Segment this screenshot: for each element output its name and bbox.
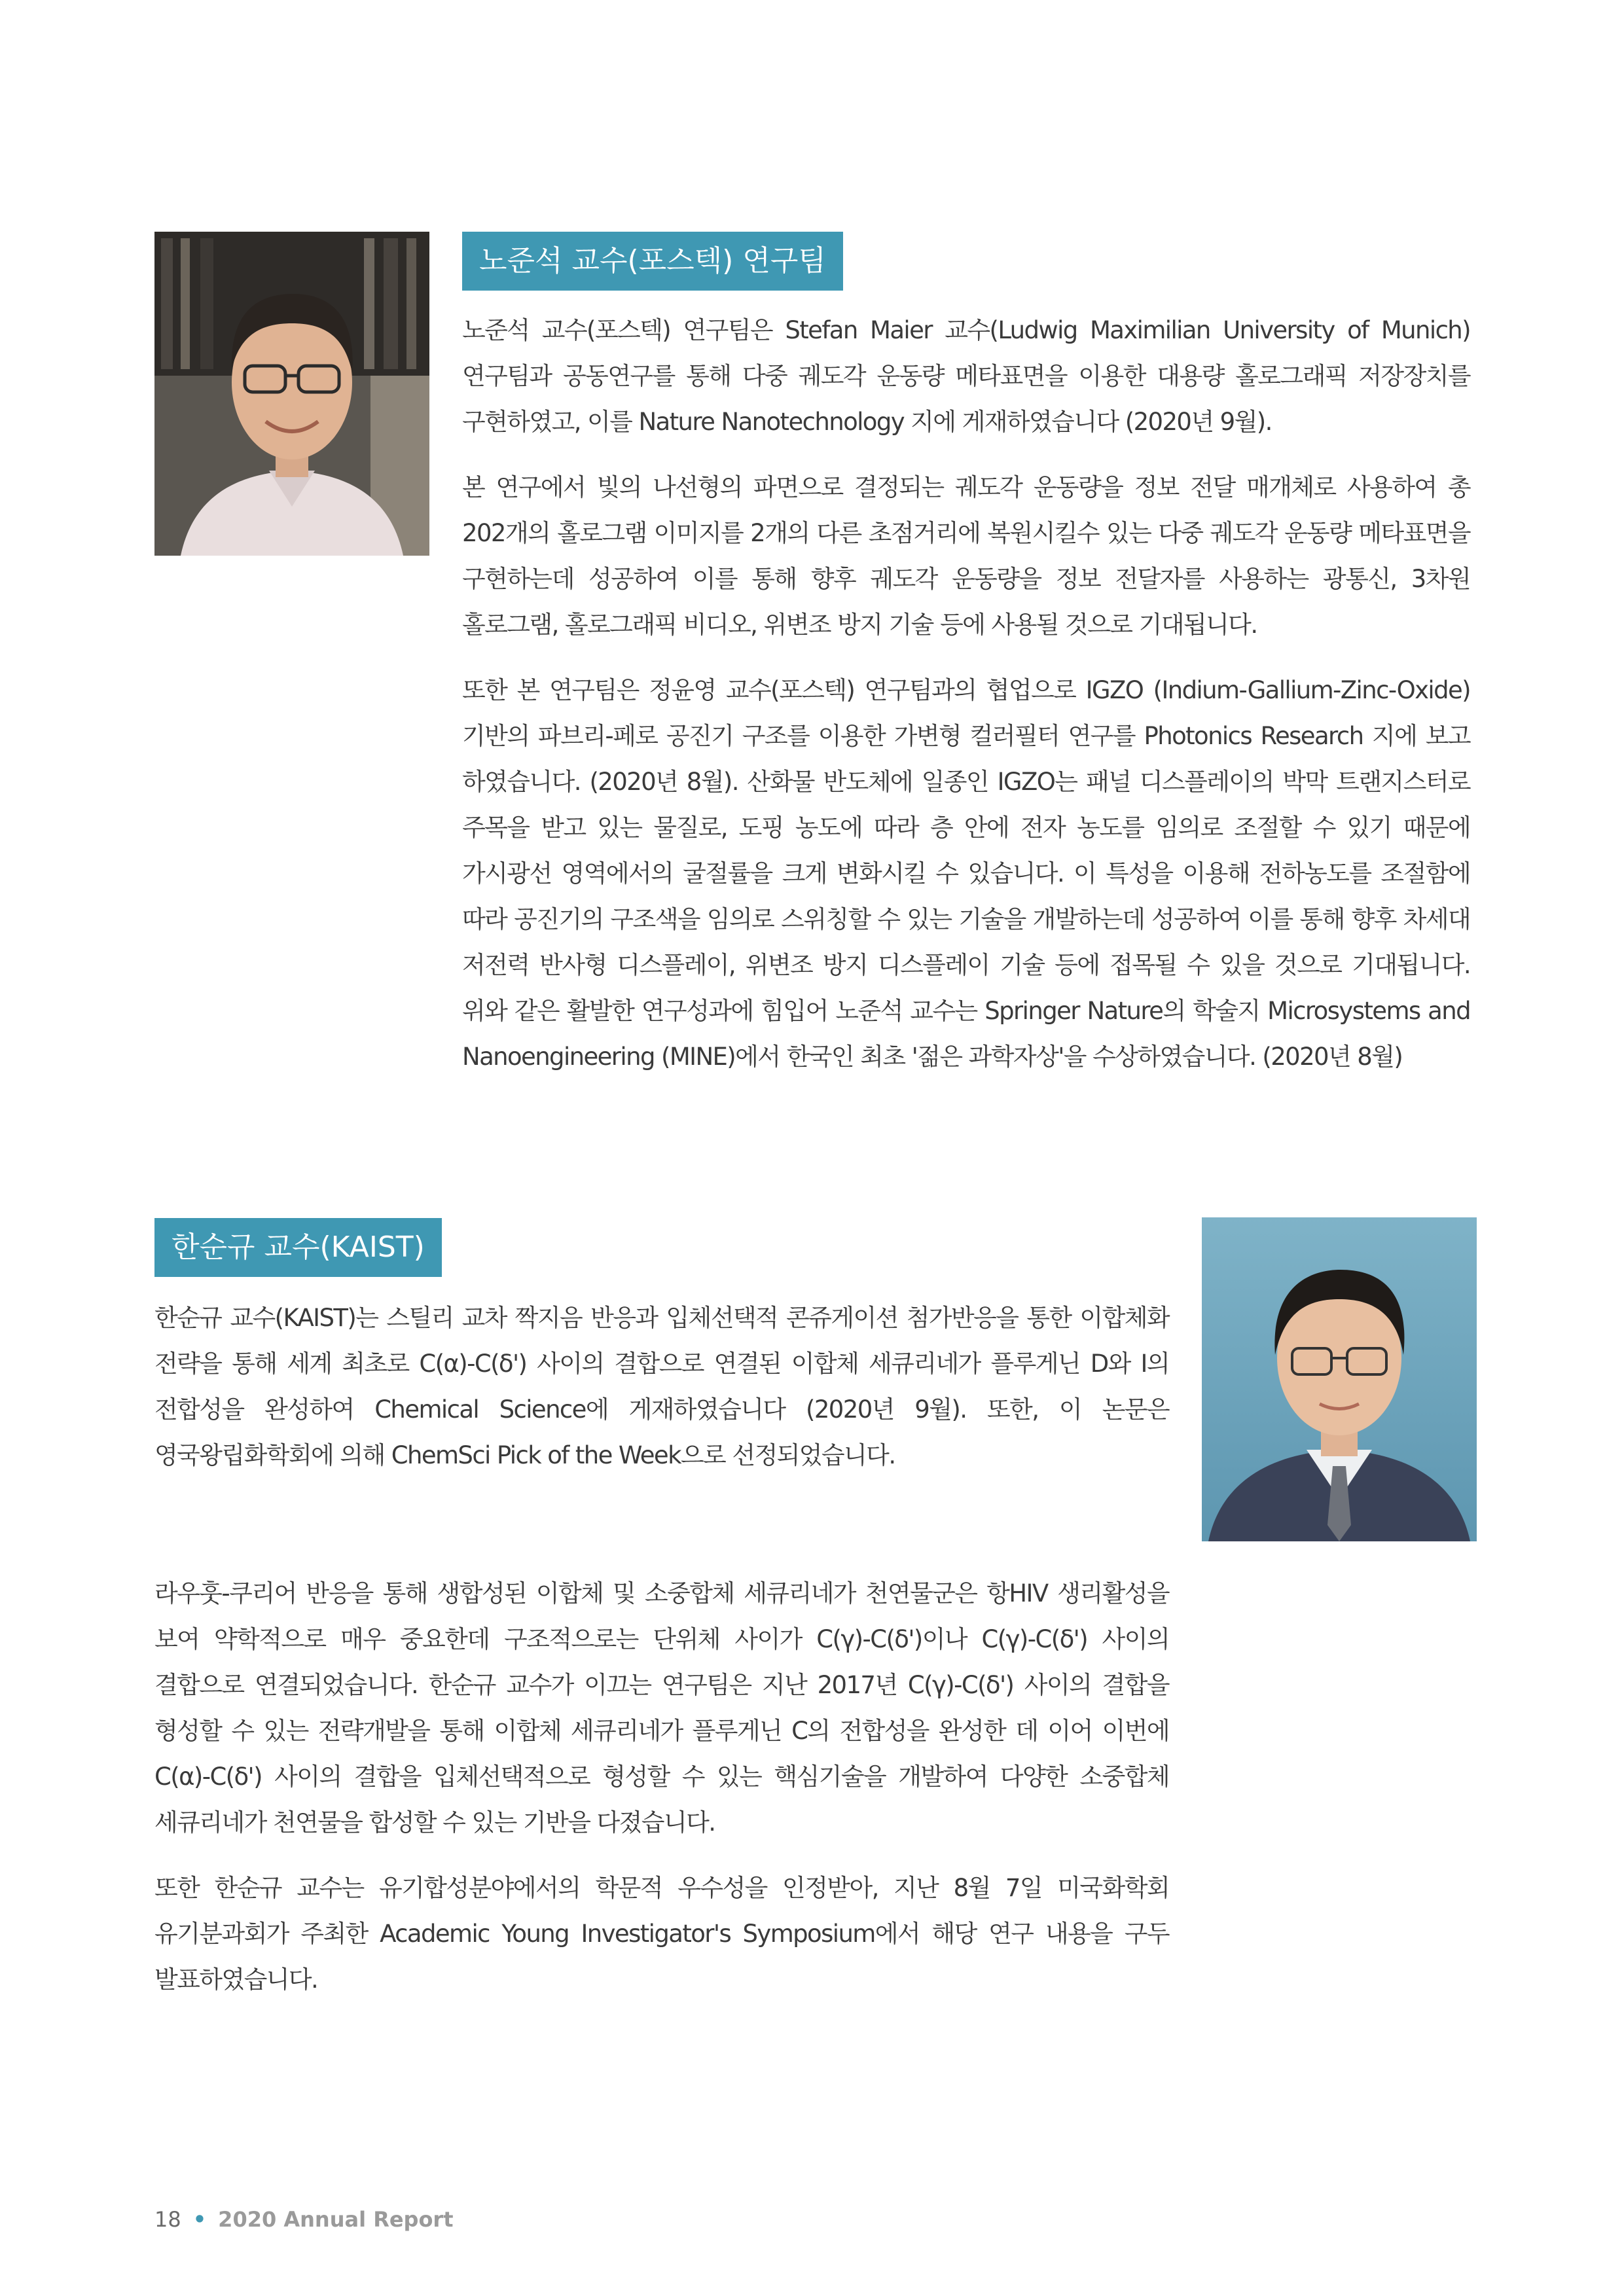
- section-body-noh: [462, 308, 1470, 1100]
- portrait-photo-noh: [154, 232, 429, 556]
- paragraph: 또한 본 연구팀은 정윤영 교수(포스텍) 연구팀과의 협업으로 IGZO (Indium-Gallium-Zinc-Oxide) 기반의 파브리-페로 공진기 구조를 이용한 가변형 컬러필터 연구를 Photonics Research 지에 보고 하였습니다. (2020년 8월). 산화물 반도체에 일종인 IGZO는 패널 디스플레이의 박막 트랜지스터로 주목을 받고 있는 물질로, 도핑 농도에 따라 층 안에 전자 농도를 임의로 조절할 수 있기 때문에 가시광선 영역에서의 굴절률을 크게 변화시킬 수 있습니다. 이 특성을 이용해 전하농도를 조절함에 따라 공진기의 구조색을 임의로 스위칭할 수 있는 기술을 개발하는데 성공하여 이를 통해 향후 차세대 저전력 반사형 디스플레이, 위변조 방지 디스플레이 기술 등에 접목될 수 있을 것으로 기대됩니다. 위와 같은 활발한 연구성과에 힘입어 노준석 교수는 Springer Nature의 학술지 Microsystems and Nanoengineering (MINE)에서 한국인 최초 '젊은 과학자상'을 수상하였습니다. (2020년 8월): [462, 676, 1470, 1071]
- page-footer: [154, 2207, 454, 2232]
- section-intro-han: [154, 1295, 1169, 1498]
- section-body-han: [154, 1571, 1169, 2022]
- section-label-han: 한순규 교수(KAIST): [154, 1218, 442, 1277]
- portrait-image-han: [1202, 1217, 1477, 1541]
- paragraph: 또한 한순규 교수는 유기합성분야에서의 학문적 우수성을 인정받아, 지난 8월 7일 미국화학회 유기분과회가 주최한 Academic Young Investigator's Symposium에서 해당 연구 내용을 구두 발표하였습니다.: [154, 1874, 1169, 1994]
- portrait-photo-han: [1202, 1217, 1477, 1541]
- paragraph: 한순규 교수(KAIST)는 스틸리 교차 짝지음 반응과 입체선택적 콘쥬게이션 첨가반응을 통한 이합체화 전략을 통해 세계 최초로 C(α)-C(δ') 사이의 결합으로 연결된 이합체 세큐리네가 플루게닌 D와 I의 전합성을 완성하여 Chemical Science에 게재하였습니다 (2020년 9월). 또한, 이 논문은 영국왕립화학회에 의해 ChemSci Pick of the Week으로 선정되었습니다.: [154, 1304, 1169, 1469]
- footer-bullet: •: [192, 2207, 207, 2232]
- report-title: 2020 Annual Report: [218, 2207, 454, 2232]
- section-label-noh: 노준석 교수(포스텍) 연구팀: [462, 232, 843, 291]
- paragraph: 본 연구에서 빛의 나선형의 파면으로 결정되는 궤도각 운동량을 정보 전달 매개체로 사용하여 총 202개의 홀로그램 이미지를 2개의 다른 초점거리에 복원시킬수 있는 다중 궤도각 운동량 메타표면을 구현하는데 성공하여 이를 통해 향후 궤도각 운동량을 정보 전달자를 사용하는 광통신, 3차원 홀로그램, 홀로그래픽 비디오, 위변조 방지 기술 등에 사용될 것으로 기대됩니다.: [462, 473, 1470, 639]
- portrait-image-noh: [154, 232, 429, 556]
- page-number: 18: [154, 2207, 181, 2232]
- paragraph: 노준석 교수(포스텍) 연구팀은 Stefan Maier 교수(Ludwig Maximilian University of Munich) 연구팀과 공동연구를 통해 다중 궤도각 운동량 메타표면을 이용한 대용량 홀로그래픽 저장장치를 구현하였고, 이를 Nature Nanotechnology 지에 게재하였습니다 (2020년 9월).: [462, 316, 1470, 436]
- paragraph: 라우훗-쿠리어 반응을 통해 생합성된 이합체 및 소중합체 세큐리네가 천연물군은 항HIV 생리활성을 보여 약학적으로 매우 중요한데 구조적으로는 단위체 사이가 C(γ)-C(δ')이나 C(γ)-C(δ') 사이의 결합으로 연결되었습니다. 한순규 교수가 이끄는 연구팀은 지난 2017년 C(γ)-C(δ') 사이의 결합을 형성할 수 있는 전략개발을 통해 이합체 세큐리네가 플루게닌 C의 전합성을 완성한 데 이어 이번에 C(α)-C(δ') 사이의 결합을 입체선택적으로 형성할 수 있는 핵심기술을 개발하여 다양한 소중합체 세큐리네가 천연물을 합성할 수 있는 기반을 다졌습니다.: [154, 1579, 1169, 1837]
